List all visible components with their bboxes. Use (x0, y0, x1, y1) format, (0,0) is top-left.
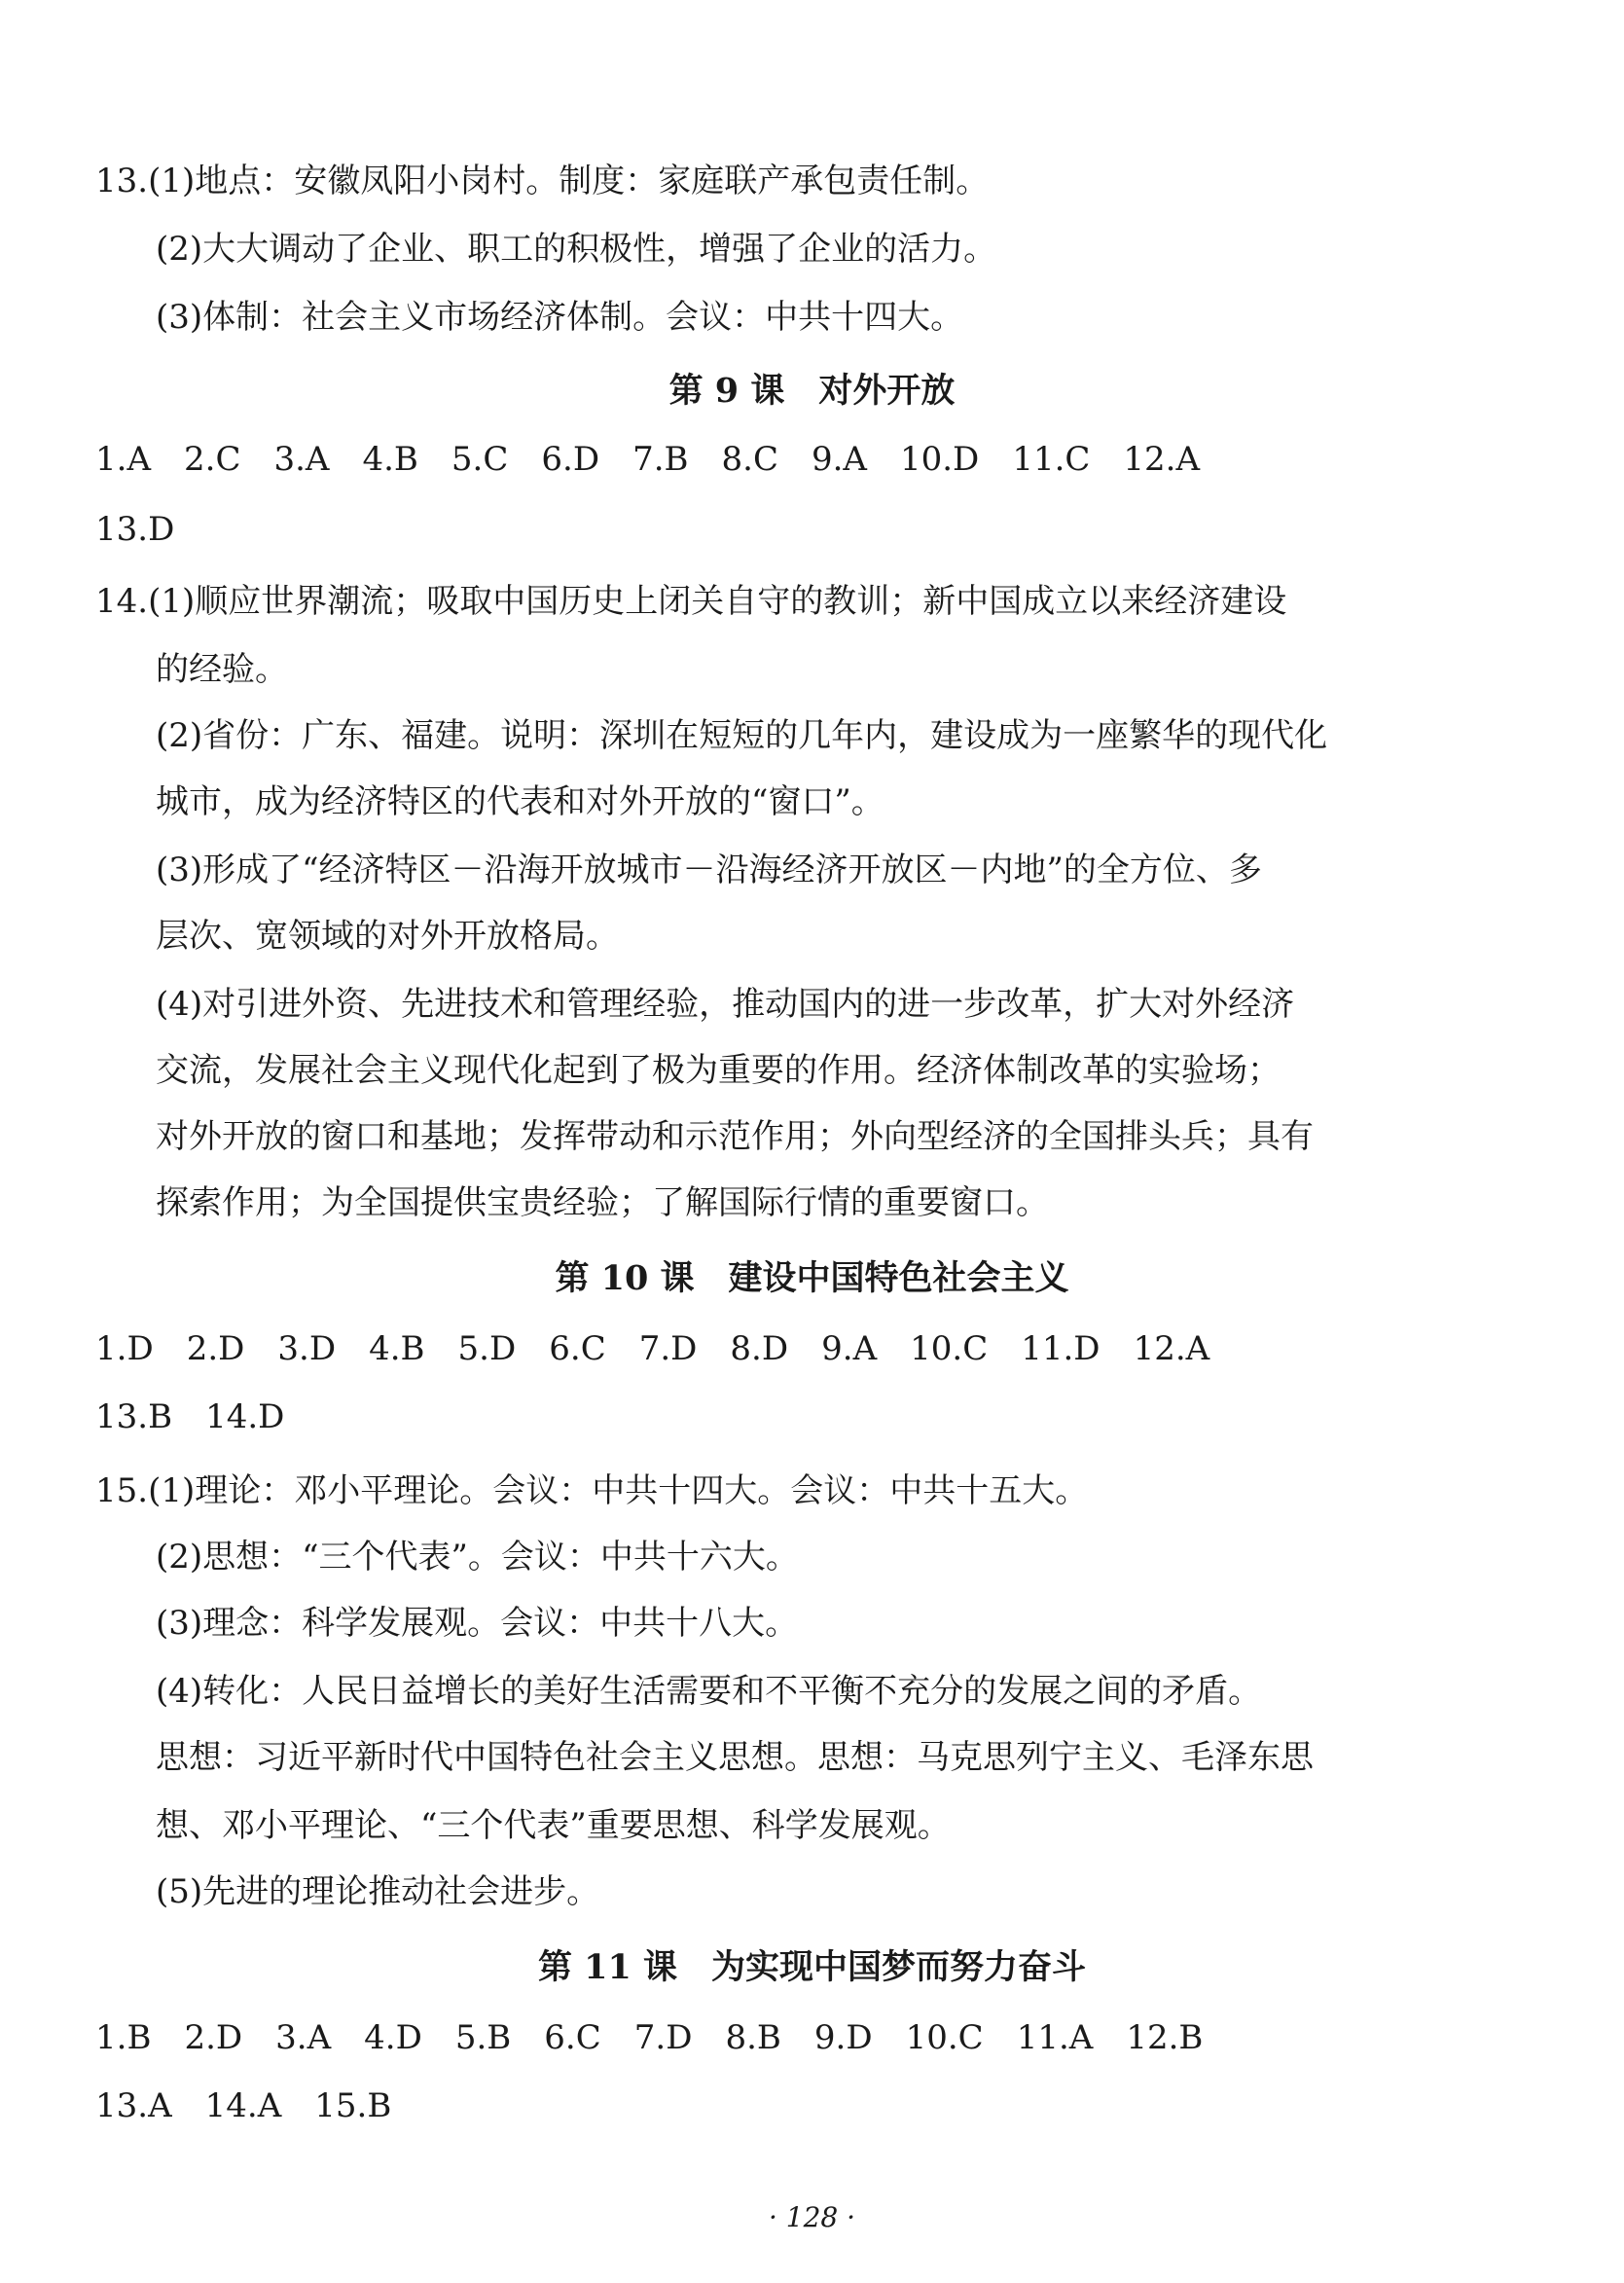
q14-part1-line1: 14.(1)顺应世界潮流；吸取中国历史上闭关自守的教训；新中国成立以来经济建设 (95, 582, 1287, 621)
lesson11-title: 第 11 课 为实现中国梦而努力奋斗 (537, 1947, 1087, 1987)
answer: 11.C (1012, 440, 1091, 479)
answer: 4.B (369, 1329, 425, 1368)
answer: 7.B (632, 440, 689, 479)
answer: 6.C (544, 2018, 601, 2057)
answer: 8.D (730, 1329, 789, 1368)
answer: 4.D (364, 2018, 422, 2057)
q14-part1-line2: 的经验。 (156, 650, 288, 689)
answer: 4.B (362, 440, 418, 479)
answer: 11.D (1021, 1329, 1101, 1368)
q15-part1: 15.(1)理论：邓小平理论。会议：中共十四大。会议：中共十五大。 (95, 1471, 1089, 1510)
q15-part4-line3: 想、邓小平理论、“三个代表”重要思想、科学发展观。 (156, 1806, 951, 1845)
lesson10-answers-row1 (95, 1329, 1243, 1368)
answer: 10.D (899, 440, 980, 479)
answer: 9.A (821, 1329, 878, 1368)
lesson11-answers-row2 (95, 2086, 424, 2125)
q15-part4-line1: (4)转化：人民日益增长的美好生活需要和不平衡不充分的发展之间的矛盾。 (156, 1672, 1262, 1711)
answer: 8.C (721, 440, 778, 479)
answer: 10.C (910, 1329, 989, 1368)
answer: 1.B (95, 2018, 152, 2057)
answer: 14.A (204, 2086, 282, 2125)
answer: 3.D (277, 1329, 337, 1368)
answer: 5.D (457, 1329, 517, 1368)
answer: 9.D (813, 2018, 873, 2057)
q15-part2: (2)思想：“三个代表”。会议：中共十六大。 (156, 1538, 799, 1576)
answer: 13.A (95, 2086, 172, 2125)
lesson9-answers-row2 (95, 510, 207, 549)
answer: 12.A (1123, 440, 1201, 479)
answer: 7.D (633, 2018, 693, 2057)
lesson10-answers-row2 (95, 1397, 317, 1436)
answer: 2.D (186, 1329, 245, 1368)
q14-part3-line1: (3)形成了“经济特区－沿海开放城市－沿海经济开放区－内地”的全方位、多 (156, 851, 1262, 889)
q13-part3: (3)体制：社会主义市场经济体制。会议：中共十四大。 (156, 298, 964, 337)
q15-part3: (3)理念：科学发展观。会议：中共十八大。 (156, 1604, 799, 1643)
answer: 12.A (1133, 1329, 1210, 1368)
q14-part2-line1: (2)省份：广东、福建。说明：深圳在短短的几年内，建设成为一座繁华的现代化 (156, 716, 1328, 755)
answer: 3.A (275, 2018, 332, 2057)
answer: 12.B (1126, 2018, 1204, 2057)
answer: 2.C (184, 440, 241, 479)
q14-part4-line4: 探索作用；为全国提供宝贵经验；了解国际行情的重要窗口。 (156, 1183, 1049, 1222)
answer: 7.D (638, 1329, 698, 1368)
lesson10-title: 第 10 课 建设中国特色社会主义 (555, 1258, 1069, 1298)
answer: 5.C (451, 440, 509, 479)
page-number: · 128 · (768, 2201, 856, 2233)
q14-part3-line2: 层次、宽领域的对外开放格局。 (156, 917, 619, 956)
q14-part4-line3: 对外开放的窗口和基地；发挥带动和示范作用；外向型经济的全国排头兵；具有 (156, 1117, 1314, 1156)
answer: 11.A (1016, 2018, 1094, 2057)
q14-part4-line2: 交流，发展社会主义现代化起到了极为重要的作用。经济体制改革的实验场； (156, 1051, 1281, 1090)
answer: 1.A (95, 440, 151, 479)
answer: 1.D (95, 1329, 154, 1368)
answer: 2.D (184, 2018, 243, 2057)
answer: 3.A (273, 440, 330, 479)
q14-part2-line2: 城市，成为经济特区的代表和对外开放的“窗口”。 (156, 782, 884, 821)
q13-part2: (2)大大调动了企业、职工的积极性，增强了企业的活力。 (156, 230, 997, 269)
answer: 15.B (314, 2086, 392, 2125)
answer: 5.B (454, 2018, 512, 2057)
q15-part5: (5)先进的理论推动社会进步。 (156, 1872, 600, 1911)
q14-part4-line1: (4)对引进外资、先进技术和管理经验，推动国内的进一步改革，扩大对外经济 (156, 985, 1295, 1024)
lesson9-title: 第 9 课 对外开放 (668, 371, 956, 411)
answer: 13.B (95, 1397, 173, 1436)
lesson11-answers-row1 (95, 2018, 1236, 2057)
lesson9-answers-row1 (95, 440, 1233, 479)
answer: 10.C (905, 2018, 984, 2057)
answer: 6.C (549, 1329, 606, 1368)
answer: 9.A (811, 440, 867, 479)
answer: 14.D (205, 1397, 285, 1436)
q15-part4-line2: 思想：习近平新时代中国特色社会主义思想。思想：马克思列宁主义、毛泽东思 (156, 1738, 1314, 1777)
answer: 6.D (541, 440, 600, 479)
q13-part1: 13.(1)地点：安徽凤阳小岗村。制度：家庭联产承包责任制。 (95, 162, 990, 200)
answer: 8.B (725, 2018, 781, 2057)
answer: 13.D (95, 510, 175, 549)
